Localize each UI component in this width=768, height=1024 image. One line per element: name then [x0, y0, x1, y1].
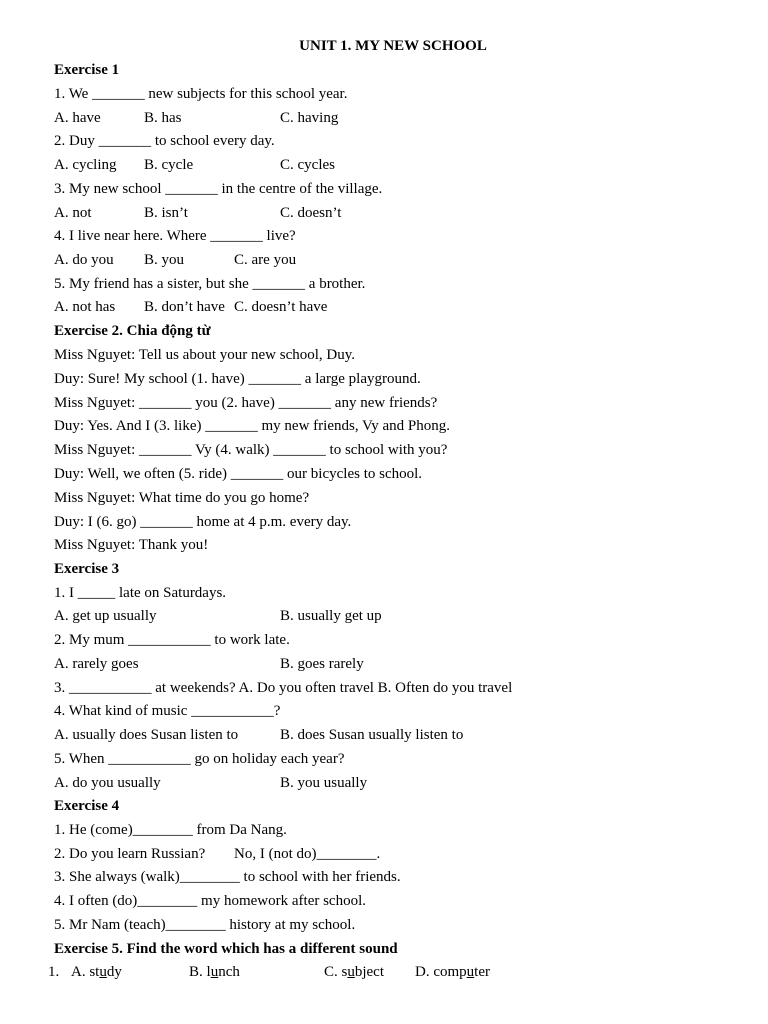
ex3-q2-option-b: B. goes rarely: [280, 656, 364, 672]
ex1-q4-option-a: A. do you: [54, 252, 114, 268]
ex1-options-1: [54, 108, 454, 128]
ex4-question-4: 4. I often (do)________ my homework after school.: [54, 893, 367, 909]
ex3-options-5: [54, 773, 454, 793]
ex3-q1-option-a: A. get up usually: [54, 608, 157, 624]
ex1-q2-option-a: A. cycling: [54, 157, 117, 173]
ex4-question-5: 5. Mr Nam (teach)________ history at my school.: [54, 917, 356, 933]
ex1-q5-option-b: B. don’t have: [144, 299, 225, 315]
ex4-q2-text: 2. Do you learn Russian?: [54, 846, 206, 862]
ex3-options-1: [54, 606, 454, 626]
ex1-q5-option-a: A. not has: [54, 299, 116, 315]
exercise5-heading: Exercise 5. Find the word which has a different sound: [54, 941, 398, 957]
ex1-question-2: 2. Duy _______ to school every day.: [54, 133, 275, 149]
ex1-q2-option-c: C. cycles: [280, 157, 335, 173]
ex3-q5-option-b: B. you usually: [280, 775, 368, 791]
ex5-question-1: [48, 962, 508, 982]
ex1-options-4: [54, 250, 454, 270]
ex3-q5-option-a: A. do you usually: [54, 775, 161, 791]
ex1-q4-option-c: C. are you: [234, 252, 297, 268]
ex2-dialogue-line: Miss Nguyet: _______ you (2. have) _______ any new friends?: [54, 395, 438, 411]
ex5-q1-option-b: B. lunch: [189, 964, 240, 980]
ex5-q1-option-a: A. study: [71, 964, 122, 980]
ex4-question-2: [54, 844, 454, 864]
ex2-dialogue-line: Duy: Yes. And I (3. like) _______ my new friends, Vy and Phong.: [54, 418, 450, 434]
ex2-dialogue-line: Miss Nguyet: _______ Vy (4. walk) _______ to school with you?: [54, 442, 448, 458]
ex1-q3-option-a: A. not: [54, 205, 92, 221]
exercise2-heading: Exercise 2. Chia động từ: [54, 323, 211, 339]
ex1-options-5: [54, 297, 454, 317]
ex3-question-4: 4. What kind of music ___________?: [54, 703, 281, 719]
page-title: UNIT 1. MY NEW SCHOOL: [299, 38, 487, 54]
ex2-dialogue-line: Duy: Well, we often (5. ride) _______ our bicycles to school.: [54, 466, 423, 482]
underlined-letter: u: [466, 964, 475, 980]
ex1-question-1: 1. We _______ new subjects for this school year.: [54, 86, 348, 102]
exercise3-heading: Exercise 3: [54, 561, 120, 577]
ex3-q1-option-b: B. usually get up: [280, 608, 382, 624]
ex3-options-4: [54, 725, 504, 745]
ex5-q1-number: 1.: [48, 964, 60, 980]
ex1-q1-option-a: A. have: [54, 110, 101, 126]
ex2-dialogue-line: Duy: I (6. go) _______ home at 4 p.m. every day.: [54, 514, 352, 530]
ex1-question-3: 3. My new school _______ in the centre of the village.: [54, 181, 383, 197]
exercise1-heading: Exercise 1: [54, 62, 120, 78]
ex3-options-2: [54, 654, 454, 674]
ex1-q3-option-b: B. isn’t: [144, 205, 188, 221]
ex3-q4-option-a: A. usually does Susan listen to: [54, 727, 239, 743]
ex5-q1-option-c: C. subject: [324, 964, 384, 980]
ex1-q1-option-c: C. having: [280, 110, 339, 126]
underlined-letter: u: [210, 964, 219, 980]
ex1-question-4: 4. I live near here. Where _______ live?: [54, 228, 296, 244]
ex2-dialogue-line: Miss Nguyet: Tell us about your new school, Duy.: [54, 347, 356, 363]
ex3-q4-option-b: B. does Susan usually listen to: [280, 727, 464, 743]
ex2-dialogue-line: Miss Nguyet: What time do you go home?: [54, 490, 310, 506]
ex2-dialogue-line: Miss Nguyet: Thank you!: [54, 537, 209, 553]
underlined-letter: u: [99, 964, 107, 980]
ex3-q2-option-a: A. rarely goes: [54, 656, 139, 672]
ex5-q1-option-d: D. computer: [415, 964, 490, 980]
ex3-question-2: 2. My mum ___________ to work late.: [54, 632, 290, 648]
ex1-q3-option-c: C. doesn’t: [280, 205, 342, 221]
ex2-dialogue-line: Duy: Sure! My school (1. have) _______ a large playground.: [54, 371, 421, 387]
ex4-question-1: 1. He (come)________ from Da Nang.: [54, 822, 287, 838]
ex1-question-5: 5. My friend has a sister, but she _______ a brother.: [54, 276, 366, 292]
ex1-options-3: [54, 203, 454, 223]
ex4-q2-answer: No, I (not do)________.: [234, 846, 381, 862]
exercise4-heading: Exercise 4: [54, 798, 120, 814]
ex1-options-2: [54, 155, 454, 175]
underlined-letter: u: [347, 964, 355, 980]
ex1-q4-option-b: B. you: [144, 252, 185, 268]
ex1-q1-option-b: B. has: [144, 110, 182, 126]
ex3-question-1: 1. I _____ late on Saturdays.: [54, 585, 227, 601]
ex1-q5-option-c: C. doesn’t have: [234, 299, 328, 315]
ex4-question-3: 3. She always (walk)________ to school with her friends.: [54, 869, 401, 885]
ex3-question-3: 3. ___________ at weekends? A. Do you often travel B. Often do you travel: [54, 680, 513, 696]
ex3-question-5: 5. When ___________ go on holiday each year?: [54, 751, 345, 767]
ex1-q2-option-b: B. cycle: [144, 157, 194, 173]
